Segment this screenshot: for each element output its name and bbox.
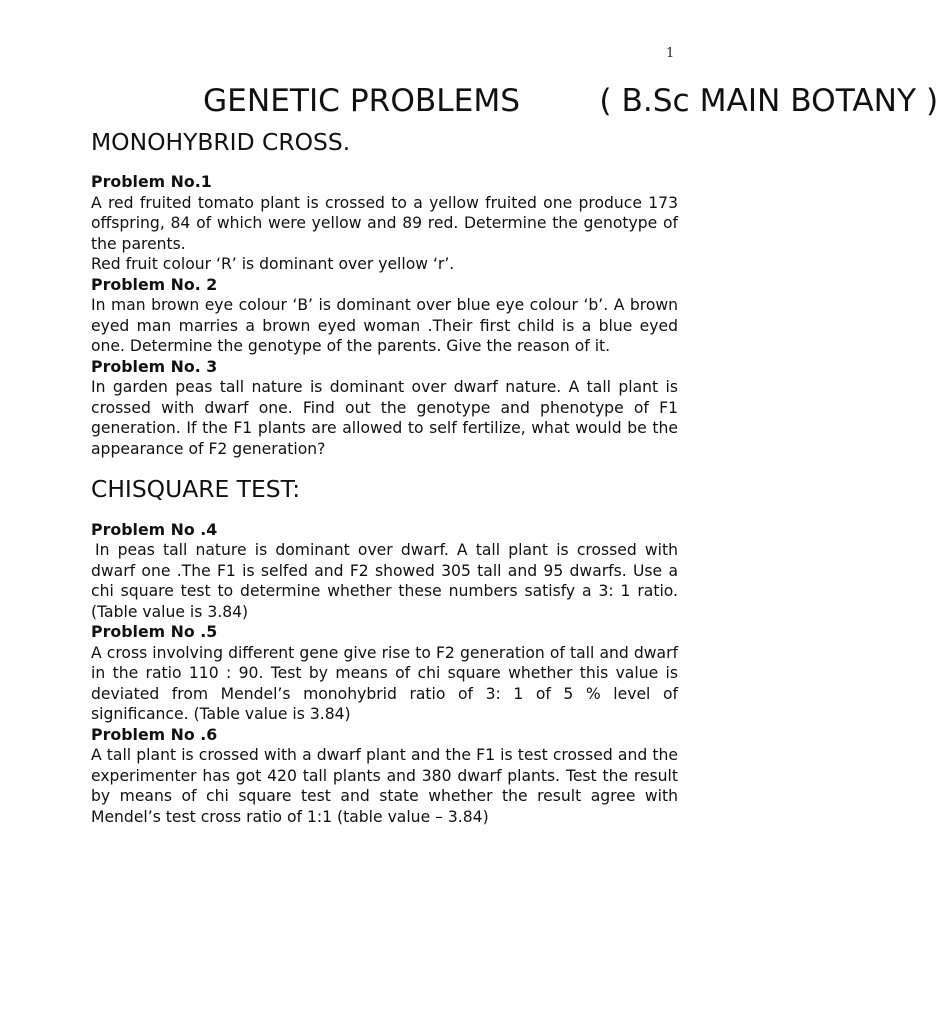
problem-6 (91, 725, 678, 828)
problem-text: In man brown eye colour ‘B’ is dominant over blue eye colour ‘b’. A brown eyed man marries a brown eyed woman .Their first child is a blue eyed one. Determine the genotype of the parents. Give the reason of it. (91, 296, 678, 355)
section-heading: MONOHYBRID CROSS. (91, 127, 351, 156)
problem-text: A cross involving different gene give rise to F2 generation of tall and dwarf in the ratio 110 : 90. Test by means of chi square whether this value is deviated from Mendel’s monohybrid ratio of 3: 1 of 5 % level of significance. (Table value is 3.84) (91, 643, 678, 723)
problem-text: A red fruited tomato plant is crossed to a yellow fruited one produce 173 offspring, 84 of which were yellow and 89 red. Determine the genotype of the parents. (91, 193, 678, 253)
section-heading: CHISQUARE TEST: (91, 475, 301, 503)
page-number: 1 (666, 46, 675, 61)
problem-text: A tall plant is crossed with a dwarf plant and the F1 is test crossed and the experimenter has got 420 tall plants and 380 dwarf plants. Test the result by means of chi square test and state whether the result agree with Mendel’s test cross ratio of 1:1 (table value – 3.84) (91, 746, 678, 826)
problem-2 (91, 275, 678, 357)
problem-text: In peas tall nature is dominant over dwarf. A tall plant is crossed with dwarf one .The F1 is selfed and F2 showed 305 tall and 95 dwarfs. Use a chi square test to determine whether these numbers satisfy a 3: 1 ratio. (Table value is 3.84) (91, 541, 678, 621)
problem-heading: Problem No.1 (91, 172, 212, 191)
problem-heading: Problem No .6 (91, 724, 218, 744)
problem-heading: Problem No. 2 (91, 274, 218, 294)
problem-5 (91, 622, 678, 725)
problem-heading: Problem No. 3 (91, 356, 218, 376)
problem-note: Red fruit colour ‘R’ is dominant over yellow ‘r’. (91, 255, 455, 273)
document-body (91, 83, 938, 827)
problem-1 (91, 172, 678, 275)
section-monohybrid-cross (91, 127, 678, 460)
problem-text: In garden peas tall nature is dominant over dwarf nature. A tall plant is crossed with dwarf one. Find out the genotype and phenotype of F1 generation. If the F1 plants are allowed to self fertilize, what would be the appearance of F2 generation? (91, 378, 678, 458)
document-title: GENETIC PROBLEMS ( B.Sc MAIN BOTANY ) (203, 83, 938, 119)
problem-heading: Problem No .4 (91, 519, 218, 539)
problem-heading: Problem No .5 (91, 622, 218, 641)
problem-4 (91, 520, 678, 623)
section-chisquare-test (91, 475, 678, 827)
problem-3 (91, 357, 678, 460)
